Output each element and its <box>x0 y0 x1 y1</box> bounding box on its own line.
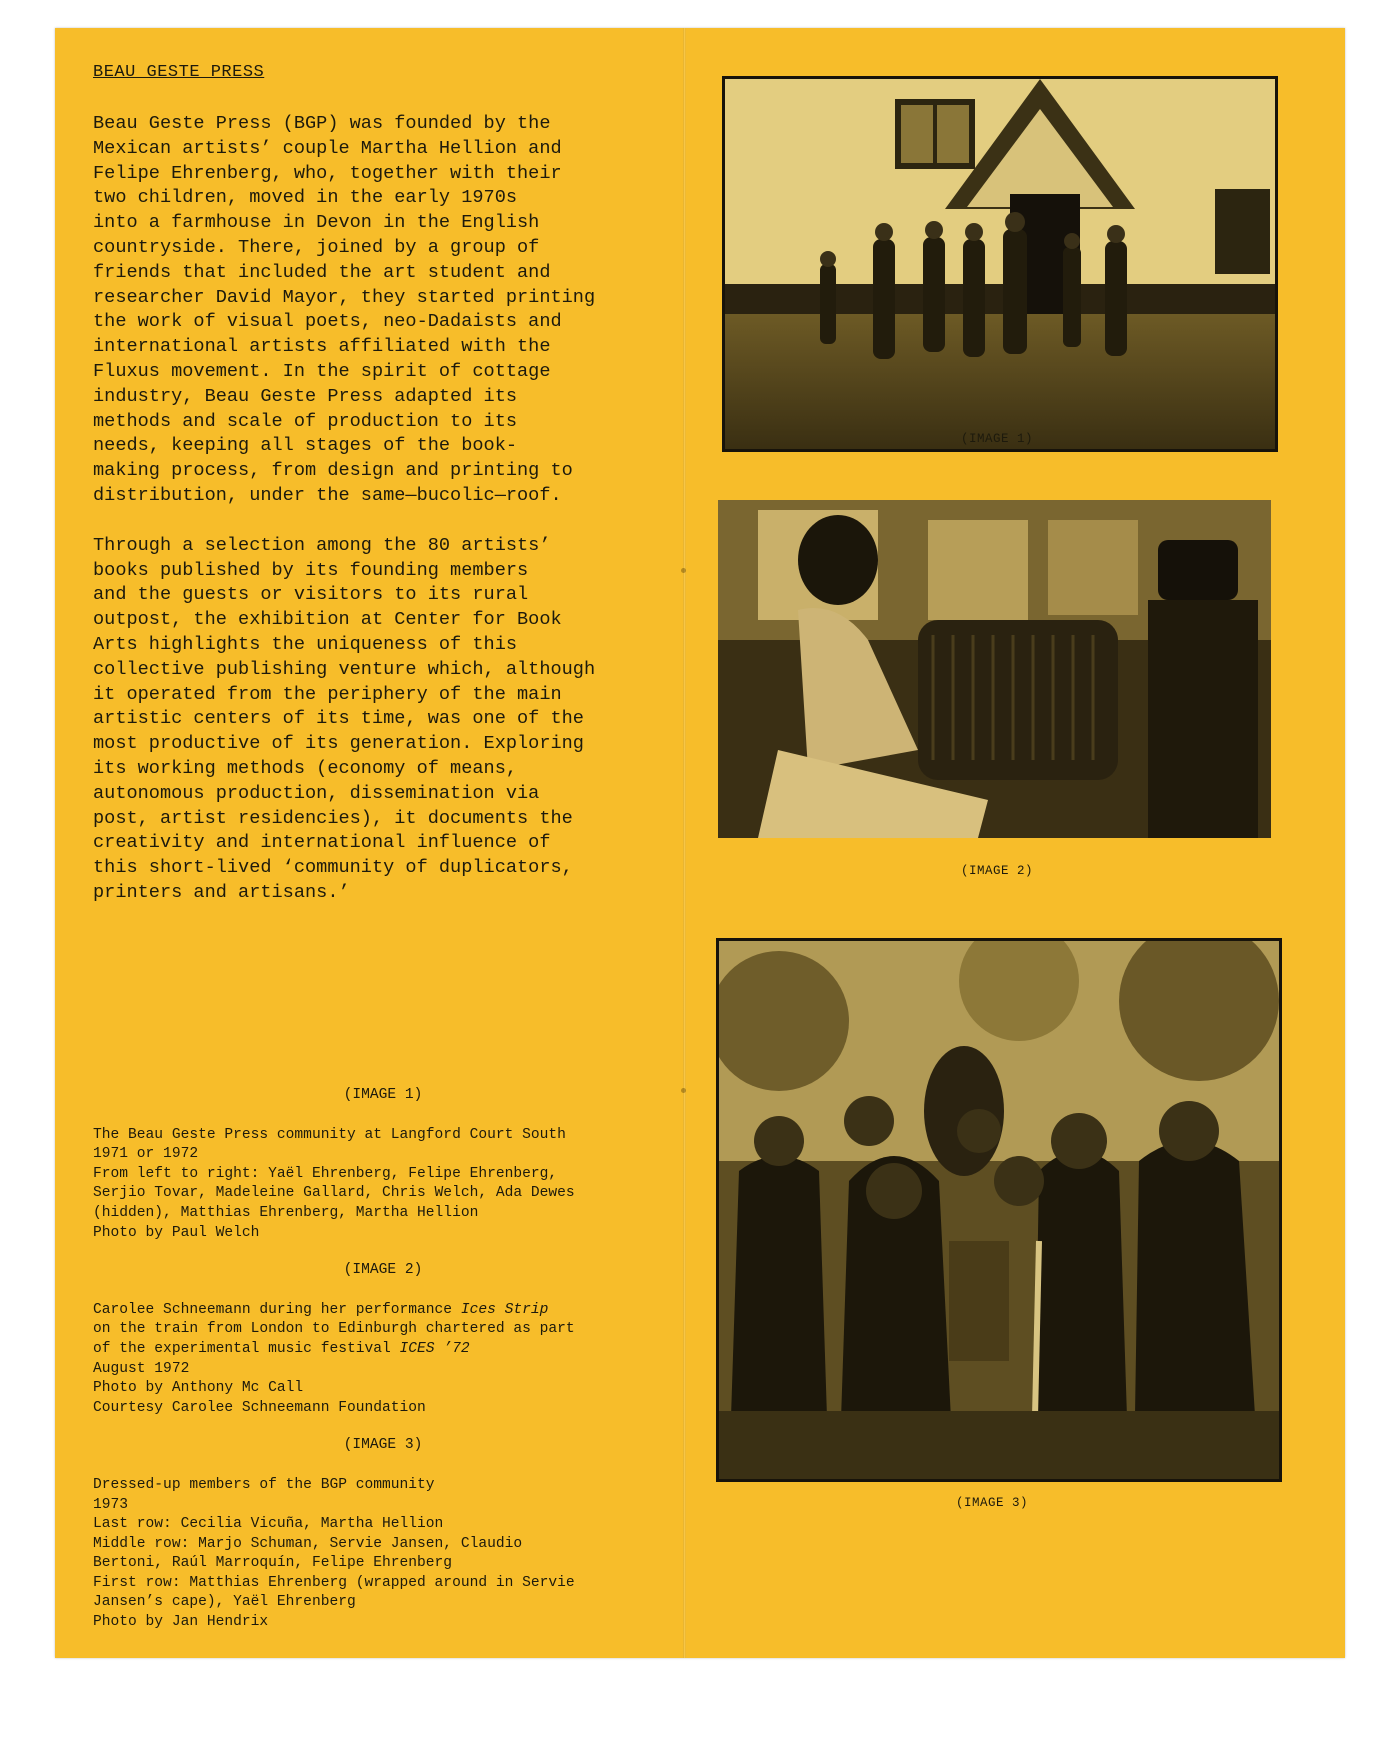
caption-line: First row: Matthias Ehrenberg (wrapped around in Servie <box>93 1574 575 1591</box>
text-line: autonomous production, dissemination via <box>93 782 540 804</box>
text-line: into a farmhouse in Devon in the English <box>93 212 540 234</box>
caption-heading-image-3: (IMAGE 3) <box>343 1437 423 1454</box>
caption-italic-title: Ices Strip <box>460 1301 549 1318</box>
text-line: Fluxus movement. In the spirit of cottage <box>93 360 551 382</box>
text-line: needs, keeping all stages of the book- <box>93 435 518 457</box>
text-line: and the guests or visitors to its rural <box>93 584 529 606</box>
text-line: artistic centers of its time, was one of the <box>93 708 584 730</box>
photo-label-image-1: (IMAGE 1) <box>960 432 1033 446</box>
text-line: Mexican artists’ couple Martha Hellion and <box>93 137 562 159</box>
photo-1-illustration <box>725 79 1275 449</box>
brochure-spread <box>55 28 1345 1658</box>
captions-section <box>93 1086 673 1651</box>
caption-line: Serjio Tovar, Madeleine Gallard, Chris Welch, Ada Dewes <box>93 1185 575 1202</box>
caption-image-3 <box>93 1476 673 1633</box>
caption-heading-image-2: (IMAGE 2) <box>343 1262 423 1279</box>
train-performance-photo <box>718 500 1271 838</box>
text-line: printers and artisans.’ <box>93 881 350 903</box>
text-line: two children, moved in the early 1970s <box>93 187 518 209</box>
text-line: books published by its founding members <box>93 559 529 581</box>
text-line: collective publishing venture which, although <box>93 658 596 680</box>
intro-paragraph <box>93 112 678 509</box>
photo-label-image-2: (IMAGE 2) <box>960 864 1033 878</box>
caption-line <box>93 1340 673 1360</box>
caption-line: 1973 <box>93 1496 129 1513</box>
text-line: creativity and international influence of <box>93 832 551 854</box>
caption-line: From left to right: Yaël Ehrenberg, Felipe Ehrenberg, <box>93 1165 558 1182</box>
text-line: most productive of its generation. Exploring <box>93 733 584 755</box>
farmhouse-group-photo <box>722 76 1278 452</box>
caption-heading-image-1: (IMAGE 1) <box>343 1087 423 1103</box>
caption-image-1 <box>93 1126 673 1244</box>
text-line: countryside. There, joined by a group of <box>93 236 540 258</box>
text-line: this short-lived ‘community of duplicators, <box>93 857 573 879</box>
photo-label-image-3: (IMAGE 3) <box>955 1496 1028 1510</box>
text-line: it operated from the periphery of the main <box>93 683 562 705</box>
text-line: methods and scale of production to its <box>93 410 518 432</box>
caption-line: Middle row: Marjo Schuman, Servie Jansen, Claudio <box>93 1535 523 1552</box>
text-line: industry, Beau Geste Press adapted its <box>93 385 518 407</box>
text-line: Through a selection among the 80 artists’ <box>93 534 551 556</box>
text-line: distribution, under the same—bucolic—roof. <box>93 484 562 506</box>
caption-line: 1971 or 1972 <box>93 1146 199 1163</box>
staple-mark <box>681 568 686 573</box>
text-line: Felipe Ehrenberg, who, together with their <box>93 162 562 184</box>
caption-image-2 <box>93 1301 673 1419</box>
text-line: the work of visual poets, neo-Dadaists and <box>93 311 562 333</box>
caption-line-text: of the experimental music festival <box>93 1340 400 1357</box>
text-line: outpost, the exhibition at Center for Book <box>93 609 562 631</box>
text-line: post, artist residencies), it documents the <box>93 807 573 829</box>
caption-line-text: Carolee Schneemann during her performance <box>93 1301 461 1318</box>
caption-line: (hidden), Matthias Ehrenberg, Martha Hellion <box>93 1204 479 1221</box>
caption-line: Courtesy Carolee Schneemann Foundation <box>93 1399 426 1416</box>
caption-line: Dressed-up members of the BGP community <box>93 1476 435 1493</box>
text-line: its working methods (economy of means, <box>93 757 518 779</box>
text-line: researcher David Mayor, they started printing <box>93 286 596 308</box>
text-line: Beau Geste Press (BGP) was founded by the <box>93 113 551 134</box>
text-line: Arts highlights the uniqueness of this <box>93 633 518 655</box>
photo-2-illustration <box>718 500 1271 838</box>
staple-mark <box>681 1088 686 1093</box>
text-line: friends that included the art student and <box>93 261 551 283</box>
caption-line: Jansen’s cape), Yaël Ehrenberg <box>93 1594 356 1611</box>
caption-italic-title: ICES ’72 <box>399 1340 470 1357</box>
center-fold <box>683 28 686 1658</box>
caption-line: The Beau Geste Press community at Langford Court South <box>93 1126 566 1143</box>
photo-3-illustration <box>719 941 1279 1479</box>
caption-line <box>93 1301 673 1321</box>
left-panel <box>93 63 678 931</box>
caption-line: Photo by Anthony Mc Call <box>93 1380 304 1397</box>
caption-line: Last row: Cecilia Vicuña, Martha Hellion <box>93 1516 444 1533</box>
caption-line: Bertoni, Raúl Marroquín, Felipe Ehrenberg <box>93 1555 453 1572</box>
text-line: international artists affiliated with the <box>93 336 551 358</box>
caption-line: on the train from London to Edinburgh chartered as part <box>93 1321 575 1338</box>
caption-line: Photo by Jan Hendrix <box>93 1614 269 1631</box>
text-line: making process, from design and printing to <box>93 460 573 482</box>
group-portrait-photo <box>716 938 1282 1482</box>
caption-line: August 1972 <box>93 1360 190 1377</box>
caption-line: Photo by Paul Welch <box>93 1224 260 1241</box>
page-title: BEAU GESTE PRESS <box>93 63 265 82</box>
exhibition-paragraph <box>93 534 678 906</box>
